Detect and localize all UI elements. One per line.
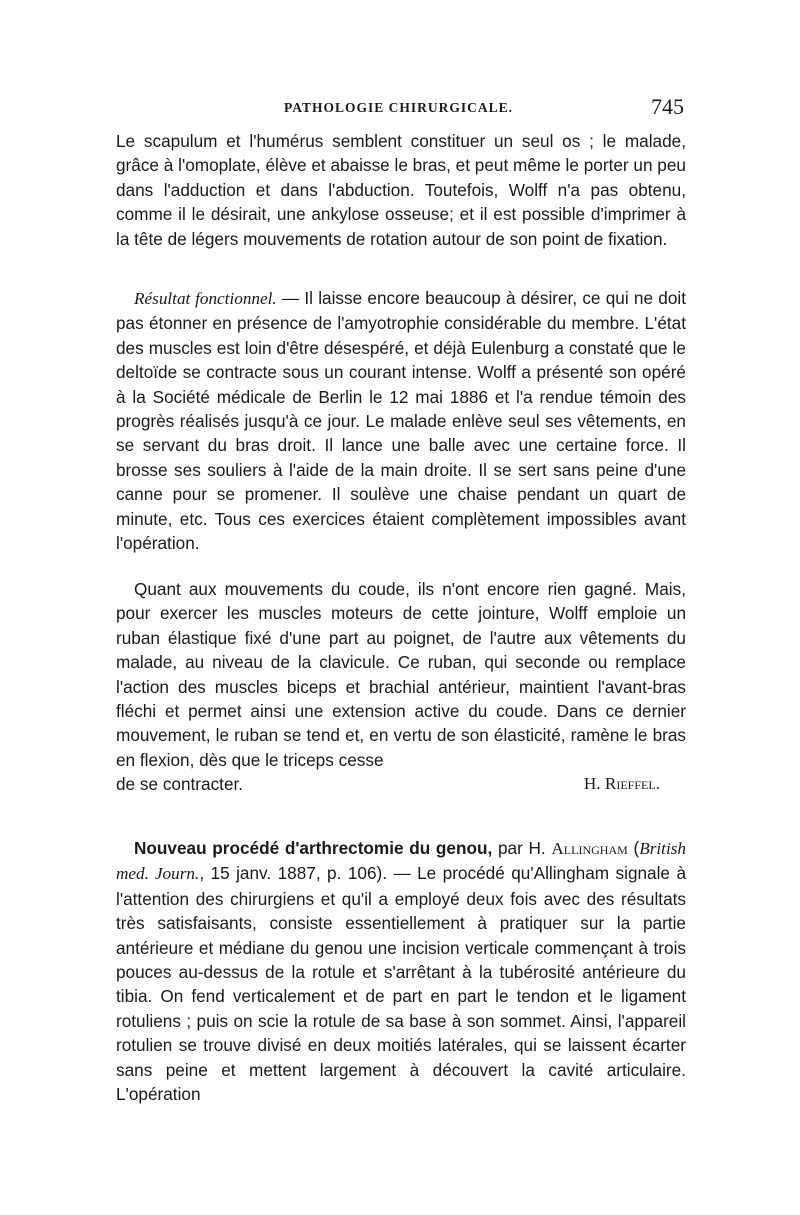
paragraph-arthrectomie (116, 836, 686, 1106)
running-head (114, 94, 686, 122)
signature-line (116, 772, 686, 796)
paragraph-text: Quant aux mouvements du coude, ils n'ont encore rien gagné. Mais, pour exercer les muscles moteurs de cette jointure, Wolff emploie un ruban élastique fixé d'une part au poignet, de l'autre aux vêtements du malade, au niveau de la clavicule. Ce ruban, qui seconde ou remplace l'action des muscles biceps et brachial antérieur, maintient l'avant-bras fléchi et permet ainsi une extension active du coude. Dans ce dernier mouvement, le ruban se tend et, en vertu de son élasticité, ramène le bras en flexion, dès que le triceps cesse (116, 579, 686, 770)
paragraph-text (116, 836, 686, 1106)
author-signature: H. Rieffel. (583, 774, 660, 794)
journal-name: British med. Journ. (116, 839, 687, 884)
article-author: Allingham (551, 839, 628, 858)
section-heading-resultat: Résultat fonctionnel. (134, 289, 277, 308)
paragraph-resultat-fonctionnel (116, 286, 686, 555)
byline: par H. (492, 838, 552, 858)
paragraph-text (116, 286, 686, 555)
page-number: 745 (651, 94, 684, 119)
paren-open: ( (627, 838, 640, 858)
article-title: Nouveau procédé d'arthrectomie du genou, (134, 838, 493, 858)
paragraph-scapulum (116, 129, 686, 251)
running-head-title: PATHOLOGIE CHIRURGICALE. (284, 100, 514, 115)
paragraph-last-line: de se contracter. (116, 774, 244, 795)
paragraph-body: — Il laisse encore beaucoup à désirer, ce qui ne doit pas étonner en présence de l'amyotrophie considérable du membre. L'état des muscles est loin d'être désespéré, et déjà Eulenburg a constaté que le deltoïde se contracte sous un courant intense. Wolff a présenté son opéré à la Société médicale de Berlin le 12 mai 1886 et l'a rendue témoin des progrès réalisés jusqu'à ce jour. Le malade enlève seul ses vêtements, en se servant du bras droit. Il lance une balle avec une certaine force. Il brosse ses souliers à l'aide de la main droite. Il se sert sans peine d'une canne pour se promener. Il soulève une chaise pendant un quart de minute, etc. Tous ces exercices étaient complètement impossibles avant l'opération. (116, 288, 686, 554)
paragraph-body: , 15 janv. 1887, p. 106). — Le procédé qu'Allingham signale à l'attention des chirurgiens et qu'il a employé deux fois avec des résultats très satisfaisants, consiste essentiellement à pratiquer sur la partie antérieure et médiane du genou une incision verticale commençant à trois pouces au-dessus de la rotule et s'arrêtant à la tubérosité antérieure du tibia. On fend verticalement et de part en part le tendon et le ligament rotuliens ; puis on scie la rotule de sa base à son sommet. Ainsi, l'appareil rotulien se trouve divisé en deux moitiés latérales, qui se laissent écarter sans peine et mettent largement à découvert la cavité articulaire. L'opération (116, 863, 687, 1105)
paragraph-text: Le scapulum et l'humérus semblent constituer un seul os ; le malade, grâce à l'omoplate, élève et abaisse le bras, et peut même le porter un peu dans l'adduction et dans l'abduction. Toutefois, Wolff n'a pas obtenu, comme il le désirait, une ankylose osseuse; et il est possible d'imprimer à la tête de légers mouvements de rotation autour de son point de fixation. (116, 131, 686, 249)
paragraph-coude (116, 577, 686, 796)
